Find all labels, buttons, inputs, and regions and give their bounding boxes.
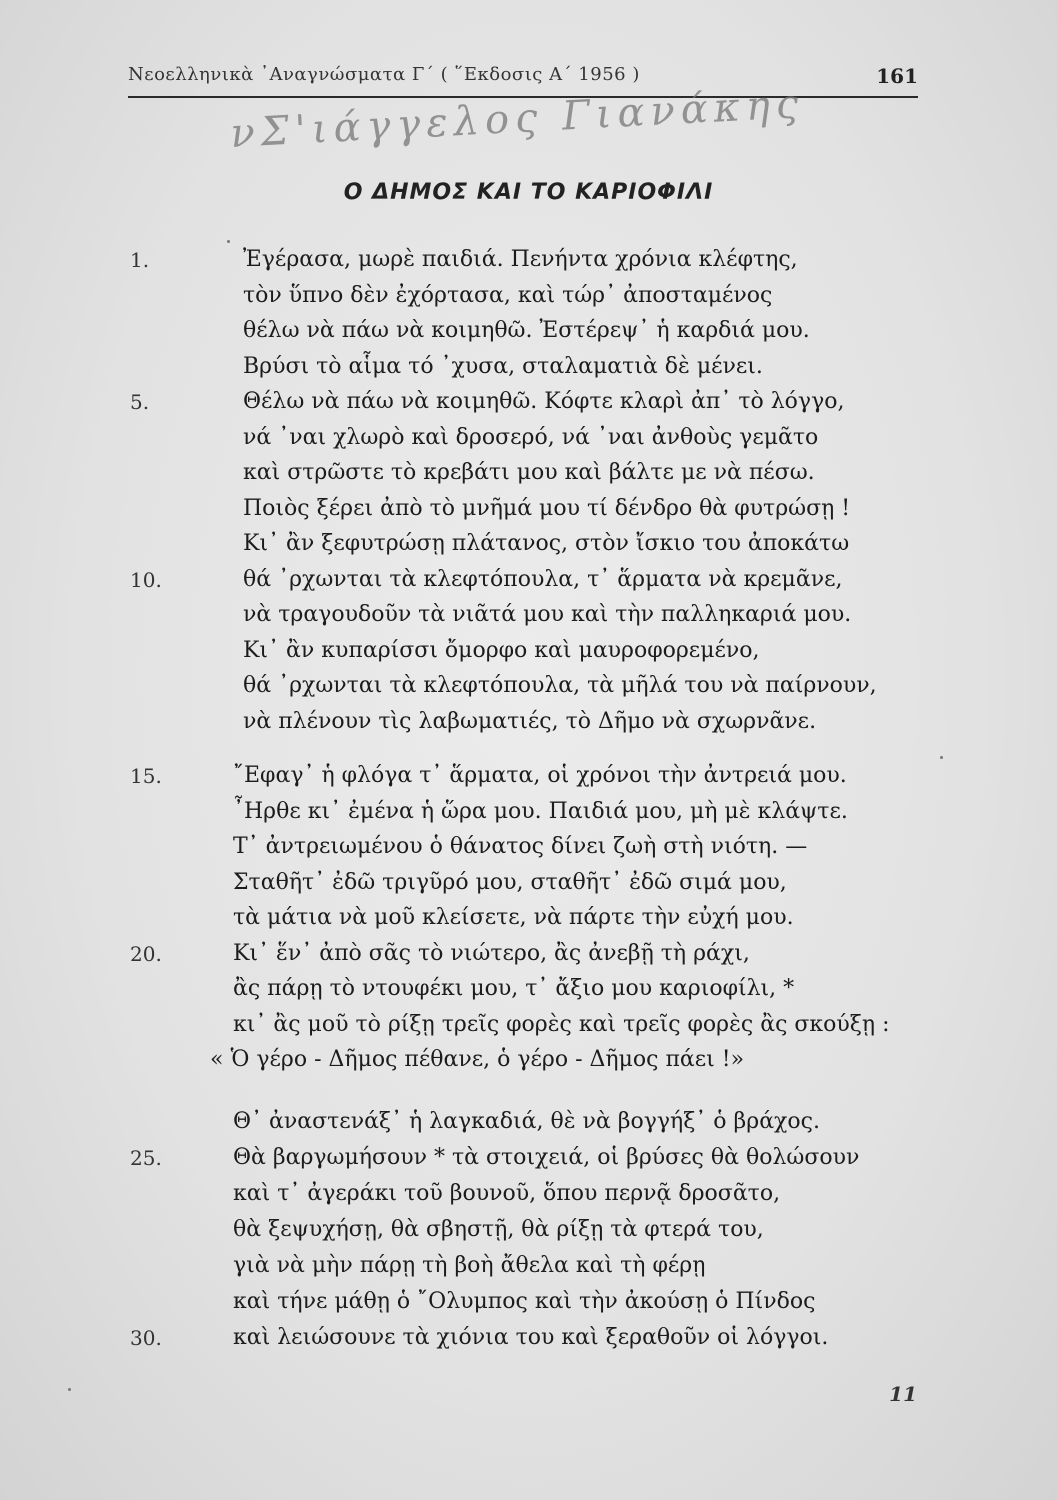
- line-number: 15.: [130, 764, 162, 788]
- poem-title: Ο ΔΗΜΟΣ ΚΑΙ ΤΟ ΚΑΡΙΟΦΙΛΙ: [343, 180, 714, 205]
- paper-speck: [227, 240, 230, 243]
- poem-line: τὰ μάτια νὰ μοῦ κλείσετε, νὰ πάρτε τὴν εὐχή μου.: [233, 905, 794, 930]
- poem-line: καὶ λειώσουνε τὰ χιόνια του καὶ ξεραθοῦν οἱ λόγγοι.: [233, 1325, 829, 1350]
- poem-line: νά ᾿ναι χλωρὸ καὶ δροσερό, νά ᾿ναι ἀνθοὺς γεμᾶτο: [243, 425, 819, 450]
- line-number: 5.: [130, 390, 150, 414]
- poem-line: Ποιὸς ξέρει ἀπὸ τὸ μνῆμά μου τί δένδρο θὰ φυτρώσῃ !: [243, 496, 851, 521]
- poem-line: Κι᾿ ἂν ξεφυτρώσῃ πλάτανος, στὸν ἴσκιο του ἀποκάτω: [243, 531, 850, 556]
- line-number: 1.: [130, 248, 150, 272]
- poem-line: νὰ τραγουδοῦν τὰ νιᾶτά μου καὶ τὴν παλληκαριά μου.: [243, 602, 852, 627]
- poem-line: γιὰ νὰ μὴν πάρῃ τὴ βοὴ ἄθελα καὶ τὴ φέρῃ: [233, 1253, 706, 1278]
- poem-line: καὶ τήνε μάθῃ ὁ ῎Ολυμπος καὶ τὴν ἀκούσῃ ὁ Πίνδος: [233, 1289, 816, 1314]
- paper-speck: [68, 1388, 71, 1391]
- poem-line: Κι᾿ ἕν᾿ ἀπὸ σᾶς τὸ νιώτερο, ἂς ἀνεβῇ τὴ ράχι,: [233, 941, 750, 966]
- poem-line: ῏Ηρθε κι᾿ ἐμένα ἡ ὥρα μου. Παιδιά μου, μὴ μὲ κλάψτε.: [233, 799, 848, 824]
- line-number: 30.: [130, 1326, 162, 1350]
- poem-line: ῎Εφαγ᾿ ἡ φλόγα τ᾿ ἅρματα, οἱ χρόνοι τὴν ἀντρειά μου.: [233, 763, 847, 788]
- signature-mark: 11: [889, 1382, 917, 1406]
- poem-line: Σταθῆτ᾿ ἐδῶ τριγῦρό μου, σταθῆτ᾿ ἐδῶ σιμά μου,: [233, 870, 787, 895]
- poem-line: Τ᾿ ἀντρειωμένου ὁ θάνατος δίνει ζωὴ στὴ νιότη. —: [233, 834, 808, 859]
- header-page-number: 161: [876, 64, 918, 88]
- poem-line: κι᾿ ἂς μοῦ τὸ ρίξῃ τρεῖς φορὲς καὶ τρεῖς φορὲς ἂς σκούξῃ :: [233, 1012, 890, 1037]
- poem-line: ἂς πάρῃ τὸ ντουφέκι μου, τ᾿ ἄξιο μου καριοφίλι, *: [233, 976, 795, 1001]
- poem-line: θά ᾿ρχωνται τὰ κλεφτόπουλα, τὰ μῆλά του νὰ παίρνουν,: [243, 673, 877, 698]
- poem-line: Κι᾿ ἂν κυπαρίσσι ὄμορφο καὶ μαυροφορεμένο,: [243, 638, 760, 663]
- poem-line: Ἐγέρασα, μωρὲ παιδιά. Πενήντα χρόνια κλέφτης,: [243, 247, 798, 272]
- poem-line: νὰ πλένουν τὶς λαβωματιές, τὸ Δῆμο νὰ σχωρνᾶνε.: [243, 709, 817, 734]
- poem-line: Θέλω νὰ πάω νὰ κοιμηθῶ. Κόφτε κλαρὶ ἀπ᾿ τὸ λόγγο,: [243, 389, 845, 414]
- line-number: 25.: [130, 1146, 162, 1170]
- line-number: 10.: [130, 568, 162, 592]
- poem-line: θὰ ξεψυχήσῃ, θὰ σβηστῇ, θὰ ρίξῃ τὰ φτερά του,: [233, 1217, 764, 1242]
- poem-line: « Ὁ γέρο - Δῆμος πέθανε, ὁ γέρο - Δῆμος πάει !»: [210, 1047, 745, 1072]
- poem-line: Βρύσι τὸ αἷμα τό ᾿χυσα, σταλαματιὰ δὲ μένει.: [243, 354, 763, 379]
- poem-line: καὶ στρῶστε τὸ κρεβάτι μου καὶ βάλτε με νὰ πέσω.: [243, 460, 815, 485]
- paper-speck: [940, 756, 943, 759]
- poem-line: καὶ τ᾿ ἀγεράκι τοῦ βουνοῦ, ὅπου περνᾷ δροσᾶτο,: [233, 1181, 781, 1206]
- poem-line: Θ᾿ ἀναστενάξ᾿ ἡ λαγκαδιά, θὲ νὰ βογγήξ᾿ ὁ βράχος.: [233, 1109, 820, 1134]
- handwritten-note: νΣ'ιάγγελος Γιανάκης: [229, 80, 806, 158]
- poem-line: θά ᾿ρχωνται τὰ κλεφτόπουλα, τ᾿ ἅρματα νὰ κρεμᾶνε,: [243, 567, 843, 592]
- poem-line: Θὰ βαργωμήσουν * τὰ στοιχειά, οἱ βρύσες θὰ θολώσουν: [233, 1145, 860, 1170]
- poem-line: τὸν ὕπνο δὲν ἐχόρτασα, καὶ τώρ᾿ ἀποσταμένος: [243, 283, 773, 308]
- header-book-title: Νεοελληνικὰ ᾿Αναγνώσματα Γ´ ( ῞Εκδοσις Α´ 1956 ): [128, 64, 640, 85]
- poem-line: θέλω νὰ πάω νὰ κοιμηθῶ. Ἐστέρεψ᾿ ἡ καρδιά μου.: [243, 318, 810, 343]
- line-number: 20.: [130, 942, 162, 966]
